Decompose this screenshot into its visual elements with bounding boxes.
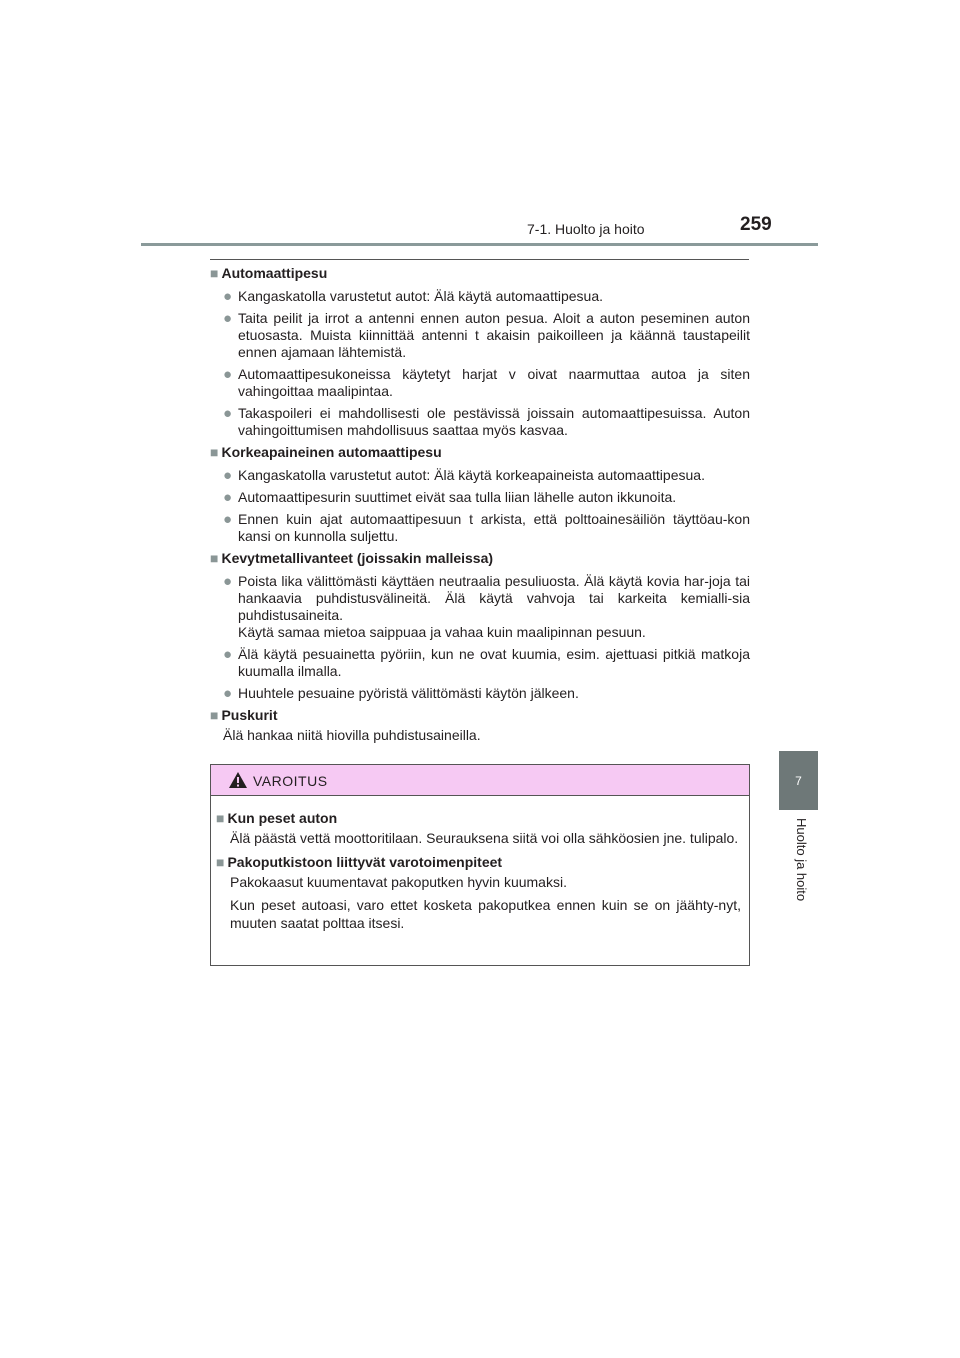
circle-bullet-icon: ● <box>223 366 233 383</box>
section-heading <box>210 265 750 282</box>
list-item: ● Takaspoileri ei mahdollisesti ole pestävissä joissain automaattipesuissa. Auton vahingoittumisen mahdollisuus saattaa myös kasvaa. <box>223 405 750 438</box>
header-rule <box>141 243 818 246</box>
warning-section-heading <box>216 853 741 871</box>
list-item: ● Ennen kuin ajat automaattipesuun t arkista, että polttoainesäiliön täyttöau-kon kansi on kunnolla suljettu. <box>223 511 750 544</box>
warning-paragraph: Kun peset autoasi, varo ettet kosketa pakoputkea ennen kuin se on jäähty-nyt, muuten saatat polttaa itsesi. <box>230 897 741 931</box>
square-bullet-icon: ■ <box>210 550 219 566</box>
section-title: Korkeapaineinen automaattipesu <box>221 444 442 460</box>
section-title: Kevytmetallivanteet (joissakin malleissa) <box>221 550 494 566</box>
list-item: ● Automaattipesukoneissa käytetyt harjat v oivat naarmuttaa autoa ja siten vahingoittaa maalipintaa. <box>223 366 750 399</box>
circle-bullet-icon: ● <box>223 573 233 590</box>
section-title: Automaattipesu <box>221 265 328 281</box>
section-heading <box>210 550 750 567</box>
circle-bullet-icon: ● <box>223 288 233 305</box>
circle-bullet-icon: ● <box>223 685 233 702</box>
square-bullet-icon: ■ <box>210 265 219 281</box>
list-item: ● Poista lika välittömästi käyttäen neutraalia pesuliuosta. Älä käytä kovia har-joja tai hankaavia puhdistusvälineitä. Älä käytä vahvoja tai karkeita kemialli-sia puhdistusaineita. Käytä samaa mietoa saippuaa ja vahaa kuin maalipinnan pesuun. <box>223 573 750 640</box>
circle-bullet-icon: ● <box>223 310 233 327</box>
warning-section-heading <box>216 809 741 827</box>
section-heading <box>210 444 750 461</box>
warning-paragraph: Pakokaasut kuumentavat pakoputken hyvin kuumaksi. <box>230 874 567 890</box>
warning-header <box>211 765 749 796</box>
warning-title: VAROITUS <box>253 773 328 789</box>
chapter-side-label: Huolto ja hoito <box>794 818 809 902</box>
circle-bullet-icon: ● <box>223 489 233 506</box>
chapter-number: 7 <box>795 773 802 788</box>
list-item: ● Huuhtele pesuaine pyöristä välittömästi käytön jälkeen. <box>223 685 579 702</box>
circle-bullet-icon: ● <box>223 511 233 528</box>
warning-paragraph: Älä päästä vettä moottoritilaan. Seurauksena siitä voi olla sähköosien jne. tulipalo. <box>230 830 739 846</box>
section-title: Puskurit <box>221 707 278 723</box>
warning-triangle-icon <box>228 771 248 789</box>
section-text: Älä hankaa niitä hiovilla puhdistusaineilla. <box>223 727 481 743</box>
content-rule <box>210 259 749 260</box>
list-item: ● Taita peilit ja irrot a antenni ennen auton pesua. Aloit a auton peseminen auton etuosasta. Muista kiinnittää antenni t akaisin paikoilleen ja käännä taustapeilit ennen ajamaan lähtemistä. <box>223 310 750 360</box>
warning-section-title: Pakoputkistoon liittyvät varotoimenpiteet <box>227 854 503 870</box>
list-item: ● Automaattipesurin suuttimet eivät saa tulla liian lähelle auton ikkunoita. <box>223 489 677 506</box>
section-heading <box>210 707 750 724</box>
list-item: ● Kangaskatolla varustetut autot: Älä käytä korkeapaineista automaattipesua. <box>223 467 705 484</box>
square-bullet-icon: ■ <box>216 810 225 826</box>
warning-section-title: Kun peset auton <box>227 810 338 826</box>
chapter-tab[interactable] <box>779 751 818 810</box>
page-number: 259 <box>740 214 772 235</box>
square-bullet-icon: ■ <box>210 444 219 460</box>
running-header-section: 7-1. Huolto ja hoito <box>527 221 645 237</box>
square-bullet-icon: ■ <box>216 854 225 870</box>
list-item: ● Kangaskatolla varustetut autot: Älä käytä automaattipesua. <box>223 288 604 305</box>
square-bullet-icon: ■ <box>210 707 219 723</box>
warning-box <box>210 764 750 966</box>
circle-bullet-icon: ● <box>223 467 233 484</box>
circle-bullet-icon: ● <box>223 646 233 663</box>
circle-bullet-icon: ● <box>223 405 233 422</box>
main-content <box>210 265 750 748</box>
warning-body <box>211 796 749 932</box>
list-item: ● Älä käytä pesuainetta pyöriin, kun ne ovat kuumia, esim. ajettuasi pitkiä matkoja kuumalla ilmalla. <box>223 646 750 679</box>
